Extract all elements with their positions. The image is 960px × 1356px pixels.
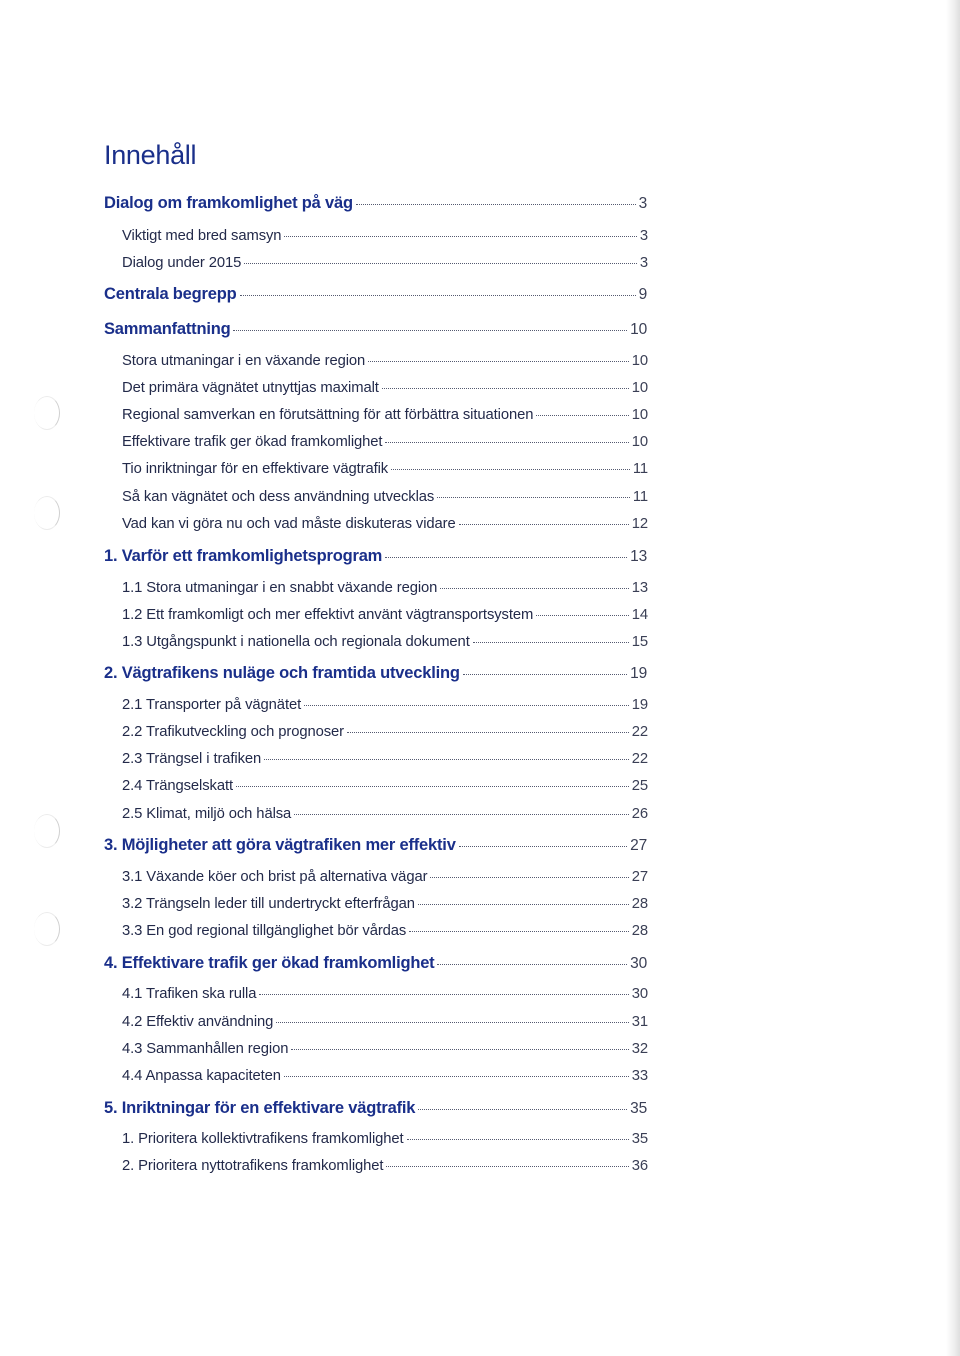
toc-entry-section[interactable] <box>122 1041 648 1057</box>
toc-entry-section[interactable] <box>122 1158 648 1174</box>
dot-leader <box>536 615 629 616</box>
toc-entry-label: 2.3 Trängsel i trafiken <box>122 751 262 767</box>
toc-entry-label: 5. Inriktningar för en effektivare vägtrafik <box>104 1099 416 1117</box>
toc-entry-section[interactable] <box>122 778 648 794</box>
toc-entry-label: 1. Prioritera kollektivtrafikens framkomlighet <box>122 1131 404 1147</box>
toc-entry-page: 33 <box>631 1068 648 1084</box>
toc-entry-label: 2.2 Trafikutveckling och prognoser <box>122 724 344 740</box>
toc-entry-section[interactable] <box>122 986 648 1002</box>
dot-leader <box>233 330 627 331</box>
toc-entry-section[interactable] <box>122 724 648 740</box>
toc-entry-section[interactable] <box>122 434 648 450</box>
toc-entry-chapter[interactable] <box>104 954 647 973</box>
toc-entry-section[interactable] <box>122 869 648 885</box>
toc-entry-section[interactable] <box>122 255 648 271</box>
toc-entry-chapter[interactable] <box>104 1099 647 1118</box>
toc-entry-section[interactable] <box>122 806 648 822</box>
toc-entry-section[interactable] <box>122 461 648 477</box>
dot-leader <box>385 557 627 558</box>
toc-entry-page: 10 <box>631 434 648 450</box>
dot-leader <box>437 497 630 498</box>
toc-entry-label: Dialog om framkomlighet på väg <box>104 194 353 212</box>
toc-entry-label: Dialog under 2015 <box>122 255 242 271</box>
toc-entry-page: 36 <box>631 1158 648 1174</box>
toc-entry-section[interactable] <box>122 1014 648 1030</box>
toc-entry-page: 11 <box>632 489 648 505</box>
dot-leader <box>276 1022 628 1023</box>
dot-leader <box>463 674 627 675</box>
toc-entry-section[interactable] <box>122 489 648 505</box>
dot-leader <box>244 263 637 264</box>
toc-entry-page: 27 <box>631 869 648 885</box>
toc-entry-page: 30 <box>630 955 647 972</box>
dot-leader <box>437 964 627 965</box>
toc-entry-chapter[interactable] <box>104 547 647 566</box>
toc-entry-section[interactable] <box>122 1131 648 1147</box>
toc-entry-page: 10 <box>631 353 648 369</box>
toc-entry-label: 3.1 Växande köer och brist på alternativa vägar <box>122 869 428 885</box>
toc-title: Innehåll <box>104 140 197 170</box>
toc-entry-page: 27 <box>630 837 647 854</box>
dot-leader <box>407 1139 629 1140</box>
dot-leader <box>304 705 629 706</box>
toc-entry-label: 1.3 Utgångspunkt i nationella och regionala dokument <box>122 634 470 650</box>
toc-entry-label: 2.4 Trängselskatt <box>122 778 233 794</box>
toc-entry-page: 22 <box>631 751 648 767</box>
toc-entry-page: 30 <box>631 986 648 1002</box>
toc-entry-page: 31 <box>631 1014 648 1030</box>
toc-entry-page: 35 <box>631 1131 648 1147</box>
dot-leader <box>259 994 628 995</box>
toc-entry-label: 2. Vägtrafikens nuläge och framtida utveckling <box>104 664 460 682</box>
dot-leader <box>356 204 636 205</box>
toc-entry-label: Centrala begrepp <box>104 285 237 303</box>
toc-entry-label: Vad kan vi göra nu och vad måste diskuteras vidare <box>122 516 456 532</box>
toc-entry-label: 4.1 Trafiken ska rulla <box>122 986 257 1002</box>
toc-entry-page: 28 <box>631 896 648 912</box>
toc-entry-chapter[interactable] <box>104 285 647 304</box>
toc-entry-page: 19 <box>631 697 648 713</box>
page-edge-shadow <box>946 0 960 1356</box>
toc-entry-section[interactable] <box>122 407 648 423</box>
toc-entry-section[interactable] <box>122 697 648 713</box>
dot-leader <box>240 295 636 296</box>
toc-entry-label: 4.2 Effektiv användning <box>122 1014 274 1030</box>
toc-entry-page: 15 <box>631 634 648 650</box>
toc-entry-label: 4. Effektivare trafik ger ökad framkomlighet <box>104 954 435 972</box>
toc-entry-page: 10 <box>630 321 647 338</box>
dot-leader <box>386 1166 628 1167</box>
toc-entry-label: Effektivare trafik ger ökad framkomlighet <box>122 434 383 450</box>
dot-leader <box>440 588 628 589</box>
punch-hole <box>34 396 60 430</box>
toc-entry-section[interactable] <box>122 634 648 650</box>
toc-entry-page: 10 <box>631 407 648 423</box>
toc-entry-page: 3 <box>639 228 648 244</box>
toc-entry-page: 25 <box>631 778 648 794</box>
dot-leader <box>347 732 629 733</box>
toc-entry-page: 22 <box>631 724 648 740</box>
toc-entry-label: 3.2 Trängseln leder till undertryckt efterfrågan <box>122 896 415 912</box>
toc-entry-label: 2. Prioritera nyttotrafikens framkomlighet <box>122 1158 384 1174</box>
punch-hole <box>34 912 60 946</box>
toc-entry-chapter[interactable] <box>104 320 647 339</box>
toc-entry-label: Sammanfattning <box>104 320 231 338</box>
dot-leader <box>473 642 629 643</box>
dot-leader <box>430 877 628 878</box>
toc-entry-chapter[interactable] <box>104 194 647 213</box>
toc-entry-section[interactable] <box>122 228 648 244</box>
toc-entry-page: 14 <box>631 607 648 623</box>
toc-entry-label: Så kan vägnätet och dess användning utvecklas <box>122 489 435 505</box>
dot-leader <box>291 1049 628 1050</box>
dot-leader <box>284 1076 629 1077</box>
toc-entry-label: Regional samverkan en förutsättning för att förbättra situationen <box>122 407 534 423</box>
dot-leader <box>382 388 629 389</box>
dot-leader <box>418 1109 627 1110</box>
punch-hole <box>34 496 60 530</box>
toc-entry-section[interactable] <box>122 1068 648 1084</box>
toc-entry-page: 26 <box>631 806 648 822</box>
toc-entry-label: Det primära vägnätet utnyttjas maximalt <box>122 380 379 396</box>
toc-entry-section[interactable] <box>122 353 648 369</box>
toc-entry-page: 35 <box>630 1100 647 1117</box>
toc-entry-page: 13 <box>631 580 648 596</box>
dot-leader <box>418 904 629 905</box>
dot-leader <box>236 786 629 787</box>
dot-leader <box>284 236 636 237</box>
toc-entry-label: 1. Varför ett framkomlighetsprogram <box>104 547 383 565</box>
toc-entry-page: 3 <box>638 195 647 212</box>
toc-entry-section[interactable] <box>122 380 648 396</box>
toc-entry-page: 32 <box>631 1041 648 1057</box>
toc-entry-label: 3.3 En god regional tillgänglighet bör vårdas <box>122 923 407 939</box>
dot-leader <box>459 846 627 847</box>
punch-hole <box>34 814 60 848</box>
dot-leader <box>294 814 629 815</box>
toc-entry-page: 13 <box>630 548 647 565</box>
dot-leader <box>409 931 628 932</box>
toc-entry-page: 12 <box>631 516 648 532</box>
toc-entry-page: 10 <box>631 380 648 396</box>
toc-entry-chapter[interactable] <box>104 664 647 683</box>
toc-entry-page: 11 <box>632 461 648 477</box>
toc-entry-page: 9 <box>638 286 647 303</box>
toc-entry-chapter[interactable] <box>104 836 647 855</box>
toc-entry-label: 2.5 Klimat, miljö och hälsa <box>122 806 292 822</box>
toc-entry-page: 3 <box>639 255 648 271</box>
toc-entry-page: 19 <box>630 665 647 682</box>
toc-entry-label: Tio inriktningar för en effektivare vägtrafik <box>122 461 389 477</box>
dot-leader <box>264 759 629 760</box>
toc-entry-label: Viktigt med bred samsyn <box>122 228 282 244</box>
toc-entry-label: 3. Möjligheter att göra vägtrafiken mer effektiv <box>104 836 456 854</box>
toc-entry-section[interactable] <box>122 896 648 912</box>
dot-leader <box>459 524 629 525</box>
toc-entry-label: 1.2 Ett framkomligt och mer effektivt använt vägtransportsystem <box>122 607 534 623</box>
toc-entry-section[interactable] <box>122 516 648 532</box>
toc-entry-label: 4.3 Sammanhållen region <box>122 1041 289 1057</box>
dot-leader <box>536 415 628 416</box>
toc-entry-page: 28 <box>631 923 648 939</box>
dot-leader <box>391 469 630 470</box>
toc-entry-section[interactable] <box>122 751 648 767</box>
dot-leader <box>385 442 628 443</box>
toc-entry-label: 2.1 Transporter på vägnätet <box>122 697 302 713</box>
toc-entry-label: 4.4 Anpassa kapaciteten <box>122 1068 281 1084</box>
toc-entry-label: Stora utmaningar i en växande region <box>122 353 366 369</box>
toc-entry-section[interactable] <box>122 580 648 596</box>
toc-entry-section[interactable] <box>122 607 648 623</box>
dot-leader <box>368 361 629 362</box>
toc-entry-label: 1.1 Stora utmaningar i en snabbt växande region <box>122 580 438 596</box>
toc-entry-section[interactable] <box>122 923 648 939</box>
